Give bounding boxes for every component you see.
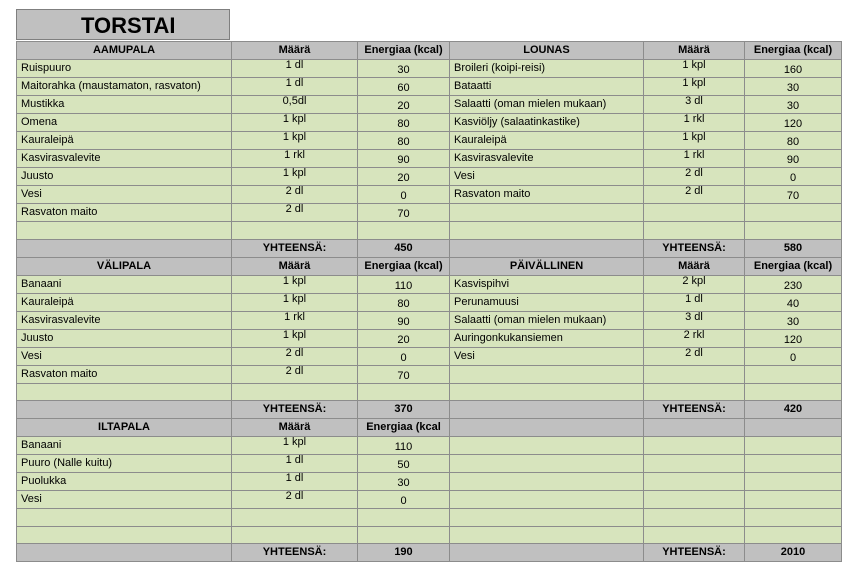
kcal-cell-text: 120 <box>783 118 803 130</box>
empty-cell[interactable] <box>450 419 644 437</box>
amount-cell[interactable] <box>644 150 745 168</box>
meal-plan-table <box>16 41 842 562</box>
kcal-cell-text: 70 <box>397 208 410 220</box>
kcal-cell-text: 70 <box>786 190 800 202</box>
kcal-cell[interactable] <box>358 473 450 491</box>
kcal-cell[interactable] <box>358 455 450 473</box>
amount-cell-text: 2 dl <box>285 203 304 215</box>
amount-cell[interactable] <box>644 293 745 311</box>
amount-cell[interactable] <box>232 526 358 544</box>
amount-cell-text: 1 kpl <box>682 59 706 71</box>
food-cell[interactable]: Banaani <box>17 275 232 293</box>
amount-cell-text: 2 kpl <box>682 275 706 287</box>
kcal-cell[interactable] <box>745 491 842 509</box>
kcal-cell-text: 30 <box>786 315 800 328</box>
empty-cell[interactable] <box>450 544 644 562</box>
amount-cell-text: 1 dl <box>285 454 304 467</box>
total-label-cell[interactable]: YHTEENSÄ: <box>644 544 745 562</box>
kcal-cell[interactable] <box>358 383 450 401</box>
kcal-cell-text: 0 <box>400 190 407 202</box>
empty-cell[interactable] <box>745 419 842 437</box>
total-value-cell[interactable]: 580 <box>745 239 842 257</box>
amount-cell[interactable] <box>232 473 358 491</box>
table-row <box>17 168 842 186</box>
kcal-cell-text: 110 <box>394 279 413 292</box>
amount-header-cell[interactable]: Määrä <box>644 257 745 275</box>
section-header-row <box>17 42 842 60</box>
amount-cell-text: 1 rkl <box>284 149 305 161</box>
amount-cell[interactable] <box>232 491 358 509</box>
kcal-cell-text: 80 <box>786 136 800 148</box>
amount-cell[interactable] <box>232 96 358 114</box>
empty-cell[interactable] <box>450 239 644 257</box>
table-row <box>17 455 842 473</box>
kcal-cell-text: 90 <box>786 154 800 166</box>
table-row <box>17 186 842 204</box>
kcal-cell[interactable] <box>745 311 842 329</box>
empty-cell[interactable] <box>644 419 745 437</box>
total-row <box>17 401 842 419</box>
energy-header-cell[interactable]: Energiaa (kcal) <box>745 42 842 60</box>
table-row <box>17 78 842 96</box>
kcal-cell[interactable] <box>745 437 842 455</box>
food-cell[interactable]: Maitorahka (maustamaton, rasvaton) <box>17 78 232 96</box>
section-header-row <box>17 419 842 437</box>
amount-cell[interactable] <box>232 186 358 204</box>
section-name-cell[interactable]: VÄLIPALA <box>17 257 232 275</box>
table-row <box>17 60 842 78</box>
kcal-cell-text: 70 <box>397 369 410 382</box>
kcal-cell[interactable] <box>745 168 842 186</box>
amount-cell-text: 1 kpl <box>282 167 307 179</box>
energy-header-cell[interactable]: Energiaa (kcal) <box>358 257 450 275</box>
amount-cell-text: 1 kpl <box>282 275 307 287</box>
food-cell[interactable]: Puuro (Nalle kuitu) <box>17 455 232 473</box>
food-cell[interactable] <box>450 473 644 491</box>
food-cell[interactable]: Puolukka <box>17 473 232 491</box>
amount-cell[interactable] <box>644 437 745 455</box>
total-label-cell[interactable]: YHTEENSÄ: <box>644 239 745 257</box>
amount-cell-text: 1 dl <box>285 472 304 485</box>
amount-cell[interactable] <box>232 329 358 347</box>
kcal-cell[interactable] <box>358 311 450 329</box>
food-cell[interactable]: Banaani <box>17 437 232 455</box>
amount-cell-text: 1 dl <box>285 59 304 71</box>
table-row <box>17 437 842 455</box>
kcal-cell-text: 0 <box>400 495 407 508</box>
total-label-cell[interactable]: YHTEENSÄ: <box>644 401 745 419</box>
food-cell[interactable] <box>17 222 232 240</box>
amount-cell[interactable] <box>232 437 358 455</box>
kcal-cell-text: 80 <box>397 136 410 148</box>
amount-cell[interactable] <box>644 222 745 240</box>
amount-cell[interactable] <box>644 347 745 365</box>
food-cell[interactable]: Vesi <box>450 168 644 186</box>
kcal-cell[interactable] <box>745 365 842 383</box>
food-cell[interactable] <box>450 204 644 222</box>
energy-header-cell[interactable]: Energiaa (kcal) <box>358 42 450 60</box>
kcal-cell[interactable] <box>745 526 842 544</box>
kcal-cell-text: 90 <box>397 315 410 328</box>
kcal-cell-text: 0 <box>789 351 797 364</box>
food-cell[interactable]: Juusto <box>17 168 232 186</box>
food-cell[interactable]: Auringonkukansiemen <box>450 329 644 347</box>
amount-cell-text: 2 dl <box>285 490 304 503</box>
amount-cell-text: 2 dl <box>285 347 304 359</box>
empty-cell[interactable] <box>17 544 232 562</box>
amount-cell[interactable] <box>644 96 745 114</box>
amount-cell[interactable] <box>644 204 745 222</box>
table-row <box>17 275 842 293</box>
kcal-cell-text: 230 <box>783 279 803 292</box>
food-cell[interactable] <box>450 491 644 509</box>
food-cell[interactable]: Salaatti (oman mielen mukaan) <box>450 311 644 329</box>
food-cell[interactable] <box>450 455 644 473</box>
amount-cell[interactable] <box>644 60 745 78</box>
amount-header-cell[interactable]: Määrä <box>232 419 358 437</box>
food-cell[interactable]: Kasvirasvalevite <box>450 150 644 168</box>
kcal-cell[interactable] <box>358 150 450 168</box>
table-row <box>17 150 842 168</box>
amount-cell-text: 1 kpl <box>282 113 307 125</box>
kcal-cell[interactable] <box>745 473 842 491</box>
kcal-cell-text: 110 <box>394 441 413 454</box>
kcal-cell[interactable] <box>358 526 450 544</box>
section-header-row <box>17 257 842 275</box>
total-value-cell[interactable]: 370 <box>358 401 450 419</box>
total-value-cell[interactable]: 190 <box>358 544 450 562</box>
amount-cell-text: 1 dl <box>685 293 703 305</box>
amount-cell-text: 0,5dl <box>282 95 307 107</box>
kcal-cell-text: 80 <box>397 297 410 310</box>
amount-cell[interactable] <box>644 383 745 401</box>
food-cell[interactable] <box>17 509 232 527</box>
total-label-cell[interactable]: YHTEENSÄ: <box>232 401 358 419</box>
amount-cell-text: 2 rkl <box>683 329 705 341</box>
food-cell[interactable]: Kauraleipä <box>17 132 232 150</box>
amount-cell[interactable] <box>232 78 358 96</box>
food-cell[interactable]: Bataatti <box>450 78 644 96</box>
amount-cell[interactable] <box>644 365 745 383</box>
total-label-cell[interactable]: YHTEENSÄ: <box>232 239 358 257</box>
kcal-cell-text: 50 <box>397 459 410 472</box>
amount-cell[interactable] <box>644 491 745 509</box>
food-cell[interactable]: Ruispuuro <box>17 60 232 78</box>
kcal-cell-text: 30 <box>786 82 800 94</box>
kcal-cell-text: 20 <box>397 333 410 346</box>
kcal-cell-text: 160 <box>783 64 803 76</box>
kcal-cell[interactable] <box>745 186 842 204</box>
amount-cell[interactable] <box>644 168 745 186</box>
amount-cell[interactable] <box>232 455 358 473</box>
kcal-cell[interactable] <box>745 275 842 293</box>
food-cell[interactable]: Vesi <box>17 186 232 204</box>
food-cell[interactable] <box>450 365 644 383</box>
kcal-cell[interactable] <box>358 491 450 509</box>
kcal-cell-text: 60 <box>397 82 410 94</box>
food-cell[interactable]: Vesi <box>17 491 232 509</box>
food-cell[interactable] <box>17 526 232 544</box>
kcal-cell-text: 30 <box>786 100 800 112</box>
food-cell[interactable] <box>450 509 644 527</box>
kcal-cell[interactable] <box>358 365 450 383</box>
food-cell[interactable] <box>450 526 644 544</box>
amount-cell-text: 3 dl <box>685 95 703 107</box>
amount-cell[interactable] <box>232 347 358 365</box>
amount-cell[interactable] <box>644 473 745 491</box>
kcal-cell-text: 0 <box>400 351 407 364</box>
kcal-cell[interactable] <box>745 204 842 222</box>
amount-cell-text: 1 kpl <box>282 436 307 449</box>
table-row <box>17 526 842 544</box>
amount-cell[interactable] <box>644 186 745 204</box>
food-cell[interactable]: Kasvirasvalevite <box>17 311 232 329</box>
food-cell[interactable]: Juusto <box>17 329 232 347</box>
kcal-cell-text: 20 <box>397 172 410 184</box>
food-cell[interactable]: Vesi <box>450 347 644 365</box>
total-value-cell[interactable]: 450 <box>358 239 450 257</box>
table-row <box>17 132 842 150</box>
amount-cell[interactable] <box>644 275 745 293</box>
empty-cell[interactable] <box>450 401 644 419</box>
amount-cell[interactable] <box>232 132 358 150</box>
kcal-cell[interactable] <box>745 222 842 240</box>
kcal-cell[interactable] <box>358 60 450 78</box>
amount-header-cell[interactable]: Määrä <box>644 42 745 60</box>
amount-cell-text: 2 dl <box>685 185 703 197</box>
amount-header-cell[interactable]: Määrä <box>232 257 358 275</box>
amount-cell-text: 1 rkl <box>683 113 705 125</box>
food-cell[interactable]: Kauraleipä <box>17 293 232 311</box>
food-cell[interactable]: Kasvirasvalevite <box>17 150 232 168</box>
kcal-cell[interactable] <box>745 96 842 114</box>
food-cell[interactable]: Mustikka <box>17 96 232 114</box>
amount-cell[interactable] <box>644 114 745 132</box>
amount-cell[interactable] <box>644 455 745 473</box>
food-cell[interactable]: Kauraleipä <box>450 132 644 150</box>
table-row <box>17 383 842 401</box>
kcal-cell[interactable] <box>358 347 450 365</box>
section-name-cell[interactable]: AAMUPALA <box>17 42 232 60</box>
section-name-cell[interactable]: LOUNAS <box>450 42 644 60</box>
amount-cell[interactable] <box>644 132 745 150</box>
amount-cell-text: 1 kpl <box>682 131 706 143</box>
kcal-cell-text: 30 <box>397 477 410 490</box>
kcal-cell[interactable] <box>358 114 450 132</box>
amount-cell-text: 1 kpl <box>282 293 307 305</box>
kcal-cell[interactable] <box>745 509 842 527</box>
kcal-cell[interactable] <box>745 347 842 365</box>
amount-cell[interactable] <box>232 293 358 311</box>
kcal-cell[interactable] <box>358 437 450 455</box>
food-cell[interactable] <box>450 383 644 401</box>
total-row <box>17 544 842 562</box>
amount-cell[interactable] <box>644 311 745 329</box>
food-cell[interactable]: Omena <box>17 114 232 132</box>
amount-cell[interactable] <box>232 383 358 401</box>
amount-cell-text: 1 rkl <box>284 311 305 323</box>
kcal-cell[interactable] <box>358 78 450 96</box>
food-cell[interactable]: Kasvispihvi <box>450 275 644 293</box>
amount-cell[interactable] <box>644 78 745 96</box>
amount-cell-text: 1 dl <box>285 77 304 89</box>
empty-cell[interactable] <box>17 239 232 257</box>
amount-cell-text: 3 dl <box>685 311 703 323</box>
total-value-cell[interactable]: 2010 <box>745 544 842 562</box>
kcal-cell[interactable] <box>745 114 842 132</box>
food-cell[interactable]: Rasvaton maito <box>17 204 232 222</box>
kcal-cell[interactable] <box>745 383 842 401</box>
section-name-cell[interactable]: ILTAPALA <box>17 419 232 437</box>
total-label-cell[interactable]: YHTEENSÄ: <box>232 544 358 562</box>
kcal-cell[interactable] <box>358 204 450 222</box>
kcal-cell[interactable] <box>358 329 450 347</box>
table-row <box>17 491 842 509</box>
food-cell[interactable]: Rasvaton maito <box>450 186 644 204</box>
amount-cell[interactable] <box>232 150 358 168</box>
total-row <box>17 239 842 257</box>
kcal-cell[interactable] <box>358 293 450 311</box>
table-row <box>17 473 842 491</box>
table-row <box>17 311 842 329</box>
amount-cell[interactable] <box>232 275 358 293</box>
food-cell[interactable]: Kasviöljy (salaatinkastike) <box>450 114 644 132</box>
table-row <box>17 96 842 114</box>
kcal-cell[interactable] <box>358 168 450 186</box>
amount-cell[interactable] <box>232 204 358 222</box>
table-row <box>17 347 842 365</box>
amount-cell-text: 2 dl <box>685 167 703 179</box>
amount-cell-text: 2 dl <box>285 365 304 377</box>
amount-cell[interactable] <box>232 509 358 527</box>
food-cell[interactable]: Perunamuusi <box>450 293 644 311</box>
food-cell[interactable]: Salaatti (oman mielen mukaan) <box>450 96 644 114</box>
amount-cell[interactable] <box>232 60 358 78</box>
amount-cell[interactable] <box>232 168 358 186</box>
amount-cell-text: 1 kpl <box>282 131 307 143</box>
food-cell[interactable]: Rasvaton maito <box>17 365 232 383</box>
section-name-cell[interactable]: PÄIVÄLLINEN <box>450 257 644 275</box>
kcal-cell[interactable] <box>745 150 842 168</box>
kcal-cell[interactable] <box>358 275 450 293</box>
energy-header-cell[interactable]: Energiaa (kcal <box>358 419 450 437</box>
table-row <box>17 509 842 527</box>
amount-cell-text: 1 kpl <box>682 77 706 89</box>
kcal-cell[interactable] <box>745 329 842 347</box>
amount-header-cell[interactable]: Määrä <box>232 42 358 60</box>
kcal-cell[interactable] <box>745 293 842 311</box>
kcal-cell-text: 30 <box>397 64 410 76</box>
kcal-cell[interactable] <box>745 78 842 96</box>
table-row <box>17 293 842 311</box>
amount-cell-text: 2 dl <box>285 185 304 197</box>
table-row <box>17 204 842 222</box>
empty-cell[interactable] <box>17 401 232 419</box>
amount-cell[interactable] <box>644 509 745 527</box>
kcal-cell[interactable] <box>745 60 842 78</box>
food-cell[interactable]: Broileri (koipi-reisi) <box>450 60 644 78</box>
kcal-cell-text: 40 <box>786 297 800 310</box>
table-row <box>17 365 842 383</box>
amount-cell-text: 1 rkl <box>683 149 705 161</box>
kcal-cell[interactable] <box>358 509 450 527</box>
food-cell[interactable] <box>450 222 644 240</box>
amount-cell[interactable] <box>232 114 358 132</box>
amount-cell[interactable] <box>644 526 745 544</box>
kcal-cell-text: 0 <box>789 172 797 184</box>
kcal-cell[interactable] <box>745 455 842 473</box>
kcal-cell-text: 80 <box>397 118 410 130</box>
sheet-title: TORSTAI <box>16 9 230 40</box>
total-value-cell[interactable]: 420 <box>745 401 842 419</box>
energy-header-cell[interactable]: Energiaa (kcal) <box>745 257 842 275</box>
amount-cell[interactable] <box>232 222 358 240</box>
food-cell[interactable]: Vesi <box>17 347 232 365</box>
table-row <box>17 222 842 240</box>
food-cell[interactable] <box>17 383 232 401</box>
amount-cell-text: 2 dl <box>685 347 703 359</box>
food-cell[interactable] <box>450 437 644 455</box>
kcal-cell-text: 90 <box>397 154 410 166</box>
amount-cell[interactable] <box>232 311 358 329</box>
kcal-cell[interactable] <box>745 132 842 150</box>
kcal-cell[interactable] <box>358 186 450 204</box>
amount-cell[interactable] <box>232 365 358 383</box>
kcal-cell[interactable] <box>358 222 450 240</box>
kcal-cell-text: 120 <box>783 333 803 346</box>
table-row <box>17 114 842 132</box>
amount-cell[interactable] <box>644 329 745 347</box>
kcal-cell[interactable] <box>358 96 450 114</box>
table-row <box>17 329 842 347</box>
kcal-cell[interactable] <box>358 132 450 150</box>
amount-cell-text: 1 kpl <box>282 329 307 341</box>
kcal-cell-text: 20 <box>397 100 410 112</box>
